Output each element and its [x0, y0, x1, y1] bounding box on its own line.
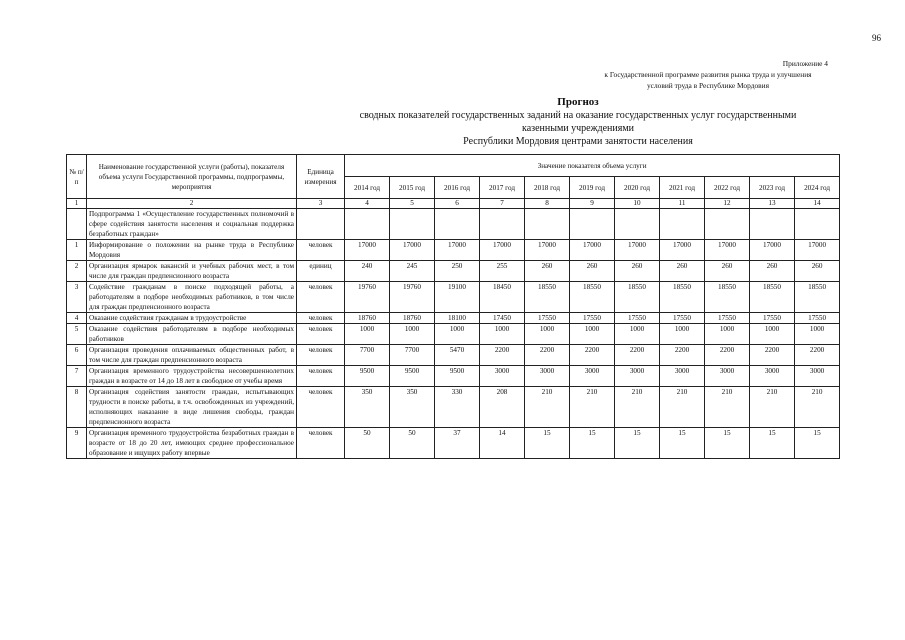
header-year: 2022 год	[705, 177, 750, 199]
header-unit: Единица измерения	[297, 155, 345, 199]
row-value: 210	[615, 387, 660, 428]
header-year: 2018 год	[525, 177, 570, 199]
appendix-line-2: условий труда в Республике Мордовия	[646, 81, 770, 90]
row-name: Оказание содействия работодателям в подборе необходимых работников	[87, 324, 297, 345]
row-value: 18550	[660, 282, 705, 313]
row-number: 1	[67, 240, 87, 261]
column-number: 12	[705, 199, 750, 209]
header-year: 2014 год	[345, 177, 390, 199]
row-name: Организация временного трудоустройства несовершеннолетних граждан в возрасте от 14 до 18 лет в свободное от учебы время	[87, 366, 297, 387]
row-value: 17550	[525, 313, 570, 324]
row-value: 2200	[795, 345, 840, 366]
row-value: 17000	[390, 240, 435, 261]
table-row	[67, 313, 840, 324]
row-unit: человек	[297, 387, 345, 428]
row-value: 260	[660, 261, 705, 282]
row-name: Оказание содействия гражданам в трудоустройстве	[87, 313, 297, 324]
row-unit: человек	[297, 282, 345, 313]
table-row	[67, 345, 840, 366]
row-value: 17550	[615, 313, 660, 324]
column-number: 11	[660, 199, 705, 209]
row-number: 5	[67, 324, 87, 345]
row-number: 9	[67, 428, 87, 459]
row-value: 260	[525, 261, 570, 282]
row-value: 17550	[660, 313, 705, 324]
row-value: 17550	[705, 313, 750, 324]
appendix-title: Приложение 4	[782, 59, 828, 68]
row-value: 210	[795, 387, 840, 428]
column-number: 1	[67, 199, 87, 209]
row-value: 1000	[570, 324, 615, 345]
document-subtitle-line-1: сводных показателей государственных заданий на оказание государственных услуг государственными	[359, 110, 797, 121]
row-value: 17000	[345, 240, 390, 261]
header-year: 2020 год	[615, 177, 660, 199]
row-value: 1000	[345, 324, 390, 345]
row-unit: человек	[297, 313, 345, 324]
row-value: 17000	[750, 240, 795, 261]
table-row	[67, 282, 840, 313]
row-value: 7700	[345, 345, 390, 366]
row-value: 2200	[480, 345, 525, 366]
row-name: Организация временного трудоустройства безработных граждан в возрасте от 18 до 20 лет, имеющих среднее профессиональное образование и ищущих работу впервые	[87, 428, 297, 459]
row-value: 18550	[525, 282, 570, 313]
header-year: 2024 год	[795, 177, 840, 199]
appendix-header	[560, 58, 856, 91]
row-value: 9500	[345, 366, 390, 387]
row-value: 1000	[390, 324, 435, 345]
table-row	[67, 324, 840, 345]
header-year: 2019 год	[570, 177, 615, 199]
column-number: 4	[345, 199, 390, 209]
column-number: 13	[750, 199, 795, 209]
row-value: 3000	[525, 366, 570, 387]
row-value: 50	[390, 428, 435, 459]
row-value: 2200	[705, 345, 750, 366]
row-value: 18450	[480, 282, 525, 313]
row-name: Организация ярмарок вакансий и учебных рабочих мест, в том числе для граждан предпенсионного возраста	[87, 261, 297, 282]
row-value: 15	[795, 428, 840, 459]
row-value: 2200	[660, 345, 705, 366]
row-value: 210	[705, 387, 750, 428]
row-name: Организация содействия занятости граждан, испытывающих трудности в поиске работы, в т.ч. освобожденных из учреждений, исполняющих наказание в виде лишения свободы, граждан предпенсионного возраста	[87, 387, 297, 428]
row-value: 1000	[435, 324, 480, 345]
row-name: Содействие гражданам в поиске подходящей работы, а работодателям в подборе необходимых работников, в том числе для граждан предпенсионного возраста	[87, 282, 297, 313]
row-value: 1000	[525, 324, 570, 345]
document-title-block	[300, 96, 856, 148]
column-number: 9	[570, 199, 615, 209]
row-number: 7	[67, 366, 87, 387]
row-value: 19760	[345, 282, 390, 313]
row-value: 15	[570, 428, 615, 459]
row-value: 17550	[570, 313, 615, 324]
row-value: 17450	[480, 313, 525, 324]
header-name: Наименование государственной услуги (работы), показателя объема услуги Государственной программы, подпрограммы, мероприятия	[87, 155, 297, 199]
row-value: 3000	[705, 366, 750, 387]
column-number: 6	[435, 199, 480, 209]
row-value: 17000	[615, 240, 660, 261]
row-value: 3000	[750, 366, 795, 387]
row-value: 15	[705, 428, 750, 459]
header-year: 2017 год	[480, 177, 525, 199]
row-value: 17550	[795, 313, 840, 324]
row-value: 19100	[435, 282, 480, 313]
row-value: 3000	[795, 366, 840, 387]
row-value: 18550	[795, 282, 840, 313]
header-year: 2021 год	[660, 177, 705, 199]
row-value: 3000	[480, 366, 525, 387]
row-value: 17000	[705, 240, 750, 261]
row-value: 255	[480, 261, 525, 282]
row-number: 8	[67, 387, 87, 428]
row-value: 330	[435, 387, 480, 428]
header-year: 2015 год	[390, 177, 435, 199]
row-value: 208	[480, 387, 525, 428]
row-value: 17000	[480, 240, 525, 261]
table-row	[67, 428, 840, 459]
table-row	[67, 261, 840, 282]
row-value: 260	[750, 261, 795, 282]
row-value: 210	[660, 387, 705, 428]
row-value: 350	[390, 387, 435, 428]
row-value: 9500	[435, 366, 480, 387]
appendix-line-1: к Государственной программе развития рынка труда и улучшения	[604, 70, 812, 79]
document-subtitle-line-3: Республики Мордовия центрами занятости населения	[463, 136, 693, 147]
row-value: 17550	[750, 313, 795, 324]
row-number: 3	[67, 282, 87, 313]
row-value: 1000	[480, 324, 525, 345]
row-unit: человек	[297, 366, 345, 387]
row-value: 19760	[390, 282, 435, 313]
row-value: 18760	[390, 313, 435, 324]
row-value: 17000	[795, 240, 840, 261]
row-value: 37	[435, 428, 480, 459]
row-value: 18550	[705, 282, 750, 313]
row-value: 1000	[660, 324, 705, 345]
row-value: 260	[795, 261, 840, 282]
row-value: 18550	[570, 282, 615, 313]
row-unit: человек	[297, 240, 345, 261]
row-value: 15	[660, 428, 705, 459]
column-number: 14	[795, 199, 840, 209]
row-value: 50	[345, 428, 390, 459]
row-value: 210	[525, 387, 570, 428]
row-unit: человек	[297, 345, 345, 366]
header-num: № п/п	[67, 155, 87, 199]
row-value: 15	[750, 428, 795, 459]
row-value: 17000	[570, 240, 615, 261]
row-value: 18760	[345, 313, 390, 324]
row-value: 15	[525, 428, 570, 459]
table-row	[67, 240, 840, 261]
row-value: 250	[435, 261, 480, 282]
table-row	[67, 366, 840, 387]
row-value: 17000	[525, 240, 570, 261]
row-value: 1000	[615, 324, 660, 345]
row-value: 3000	[660, 366, 705, 387]
row-value: 18550	[750, 282, 795, 313]
header-year: 2023 год	[750, 177, 795, 199]
column-number: 3	[297, 199, 345, 209]
row-value: 3000	[615, 366, 660, 387]
header-year: 2016 год	[435, 177, 480, 199]
subprogram-title: Подпрограмма 1 «Осуществление государственных полномочий в сфере содействия занятости населения и социальная поддержка безработных граждан»	[87, 209, 297, 240]
row-name: Организация проведения оплачиваемых общественных работ, в том числе для граждан предпенсионного возраста	[87, 345, 297, 366]
row-value: 2200	[570, 345, 615, 366]
row-value: 2200	[615, 345, 660, 366]
row-value: 2200	[750, 345, 795, 366]
row-value: 240	[345, 261, 390, 282]
row-value: 17000	[660, 240, 705, 261]
row-value: 17000	[435, 240, 480, 261]
table-body	[67, 209, 840, 459]
row-value: 3000	[570, 366, 615, 387]
column-number: 5	[390, 199, 435, 209]
row-value: 210	[750, 387, 795, 428]
row-value: 14	[480, 428, 525, 459]
column-number: 8	[525, 199, 570, 209]
row-value: 18100	[435, 313, 480, 324]
row-value: 1000	[705, 324, 750, 345]
row-name: Информирование о положении на рынке труда в Республике Мордовия	[87, 240, 297, 261]
row-value: 260	[615, 261, 660, 282]
row-value: 1000	[750, 324, 795, 345]
table-header	[67, 155, 840, 209]
table-row	[67, 387, 840, 428]
row-value: 260	[705, 261, 750, 282]
row-number: 2	[67, 261, 87, 282]
page-number: 96	[872, 33, 881, 43]
row-value: 18550	[615, 282, 660, 313]
row-value: 5470	[435, 345, 480, 366]
row-value: 210	[570, 387, 615, 428]
column-number: 2	[87, 199, 297, 209]
row-value: 2200	[525, 345, 570, 366]
indicators-table	[66, 154, 840, 459]
row-unit: единиц	[297, 261, 345, 282]
row-value: 15	[615, 428, 660, 459]
document-title: Прогноз	[557, 96, 599, 108]
document-subtitle-line-2: казенными учреждениями	[521, 123, 635, 134]
row-unit: человек	[297, 428, 345, 459]
row-number: 6	[67, 345, 87, 366]
row-value: 7700	[390, 345, 435, 366]
row-value: 260	[570, 261, 615, 282]
row-value: 9500	[390, 366, 435, 387]
row-number: 4	[67, 313, 87, 324]
row-value: 350	[345, 387, 390, 428]
column-number: 10	[615, 199, 660, 209]
row-unit: человек	[297, 324, 345, 345]
column-number: 7	[480, 199, 525, 209]
header-values-group: Значение показателя объема услуги	[345, 155, 840, 177]
row-value: 245	[390, 261, 435, 282]
row-value: 1000	[795, 324, 840, 345]
